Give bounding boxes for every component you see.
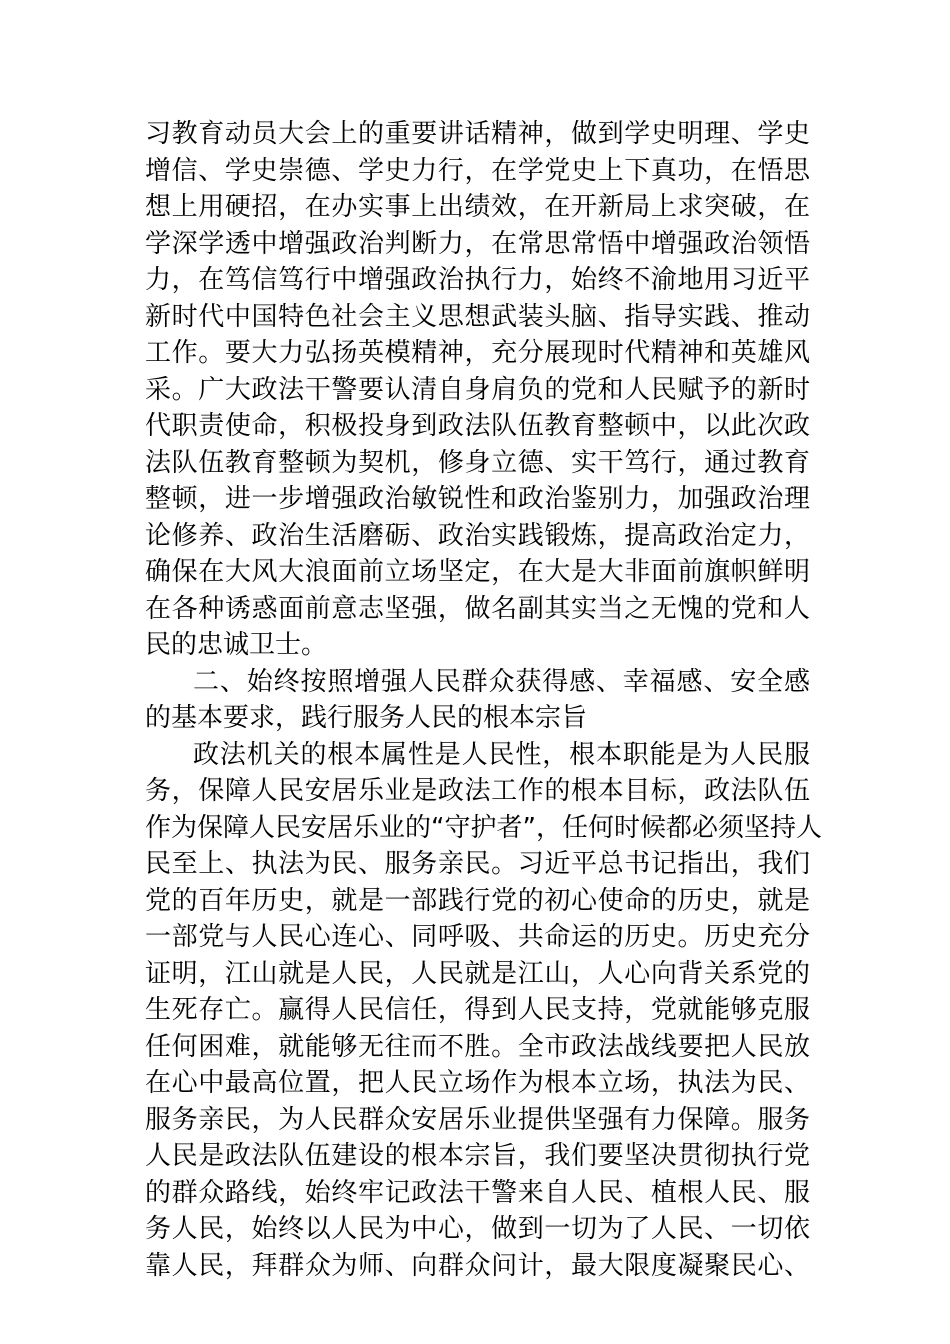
text-line: 法队伍教育整顿为契机，修身立德、实干笃行，通过教育 bbox=[145, 447, 810, 478]
text-line: 靠人民，拜群众为师、向群众问计，最大限度凝聚民心、 bbox=[145, 1250, 810, 1281]
text-line: 在心中最高位置，把人民立场作为根本立场，执法为民、 bbox=[145, 1068, 810, 1098]
text-line: 力，在笃信笃行中增强政治执行力，始终不渝地用习近平 bbox=[145, 265, 810, 295]
text-line: 论修养、政治生活磨砺、政治实践锻炼，提高政治定力， bbox=[145, 520, 810, 551]
text-line: 党的百年历史，就是一部践行党的初心使命的历史，就是 bbox=[145, 885, 810, 916]
text-line: 一部党与人民心连心、同呼吸、共命运的历史。历史充分 bbox=[145, 922, 810, 952]
text-line: 务人民，始终以人民为中心，做到一切为了人民、一切依 bbox=[145, 1214, 810, 1244]
text-line: 工作。要大力弘扬英模精神，充分展现时代精神和英雄风 bbox=[145, 338, 810, 368]
text-line: 学深学透中增强政治判断力，在常思常悟中增强政治领悟 bbox=[145, 228, 810, 259]
text-line: 证明，江山就是人民，人民就是江山，人心向背关系党的 bbox=[145, 958, 810, 989]
text-line: 习教育动员大会上的重要讲话精神，做到学史明理、学史 bbox=[145, 119, 810, 149]
text-line: 想上用硬招，在办实事上出绩效，在开新局上求突破，在 bbox=[145, 192, 810, 222]
text-line: 的群众路线，始终牢记政法干警来自人民、植根人民、服 bbox=[145, 1177, 810, 1208]
text-line: 服务亲民，为人民群众安居乐业提供坚强有力保障。服务 bbox=[145, 1104, 810, 1135]
text-line: 的基本要求，践行服务人民的根本宗旨 bbox=[145, 703, 588, 733]
text-line: 政法机关的根本属性是人民性，根本职能是为人民服 bbox=[193, 739, 810, 770]
text-line: 采。广大政法干警要认清自身肩负的党和人民赋予的新时 bbox=[145, 374, 810, 405]
text-line: 人民是政法队伍建设的根本宗旨，我们要坚决贯彻执行党 bbox=[145, 1141, 810, 1171]
text-line: 增信、学史崇德、学史力行，在学党史上下真功，在悟思 bbox=[145, 155, 810, 186]
text-line: 民至上、执法为民、服务亲民。习近平总书记指出，我们 bbox=[145, 849, 810, 879]
text-line: 确保在大风大浪面前立场坚定，在大是大非面前旗帜鲜明 bbox=[145, 557, 810, 587]
document-body bbox=[145, 116, 822, 1284]
text-line: 整顿，进一步增强政治敏锐性和政治鉴别力，加强政治理 bbox=[145, 484, 810, 514]
text-line: 任何困难，就能够无往而不胜。全市政法战线要把人民放 bbox=[145, 1031, 810, 1062]
text-line: 二、始终按照增强人民群众获得感、幸福感、安全感 bbox=[193, 666, 810, 697]
text-line: 在各种诱惑面前意志坚强，做名副其实当之无愧的党和人 bbox=[145, 593, 810, 624]
text-line: 新时代中国特色社会主义思想武装头脑、指导实践、推动 bbox=[145, 301, 810, 332]
text-line: 生死存亡。赢得人民信任，得到人民支持，党就能够克服 bbox=[145, 995, 810, 1025]
text-line: 务，保障人民安居乐业是政法工作的根本目标，政法队伍 bbox=[145, 776, 810, 806]
text-line: 民的忠诚卫士。 bbox=[145, 630, 328, 660]
text-line: 代职责使命，积极投身到政法队伍教育整顿中，以此次政 bbox=[145, 411, 810, 441]
text-line: 作为保障人民安居乐业的“守护者”，任何时候都必须坚持人 bbox=[145, 812, 822, 843]
